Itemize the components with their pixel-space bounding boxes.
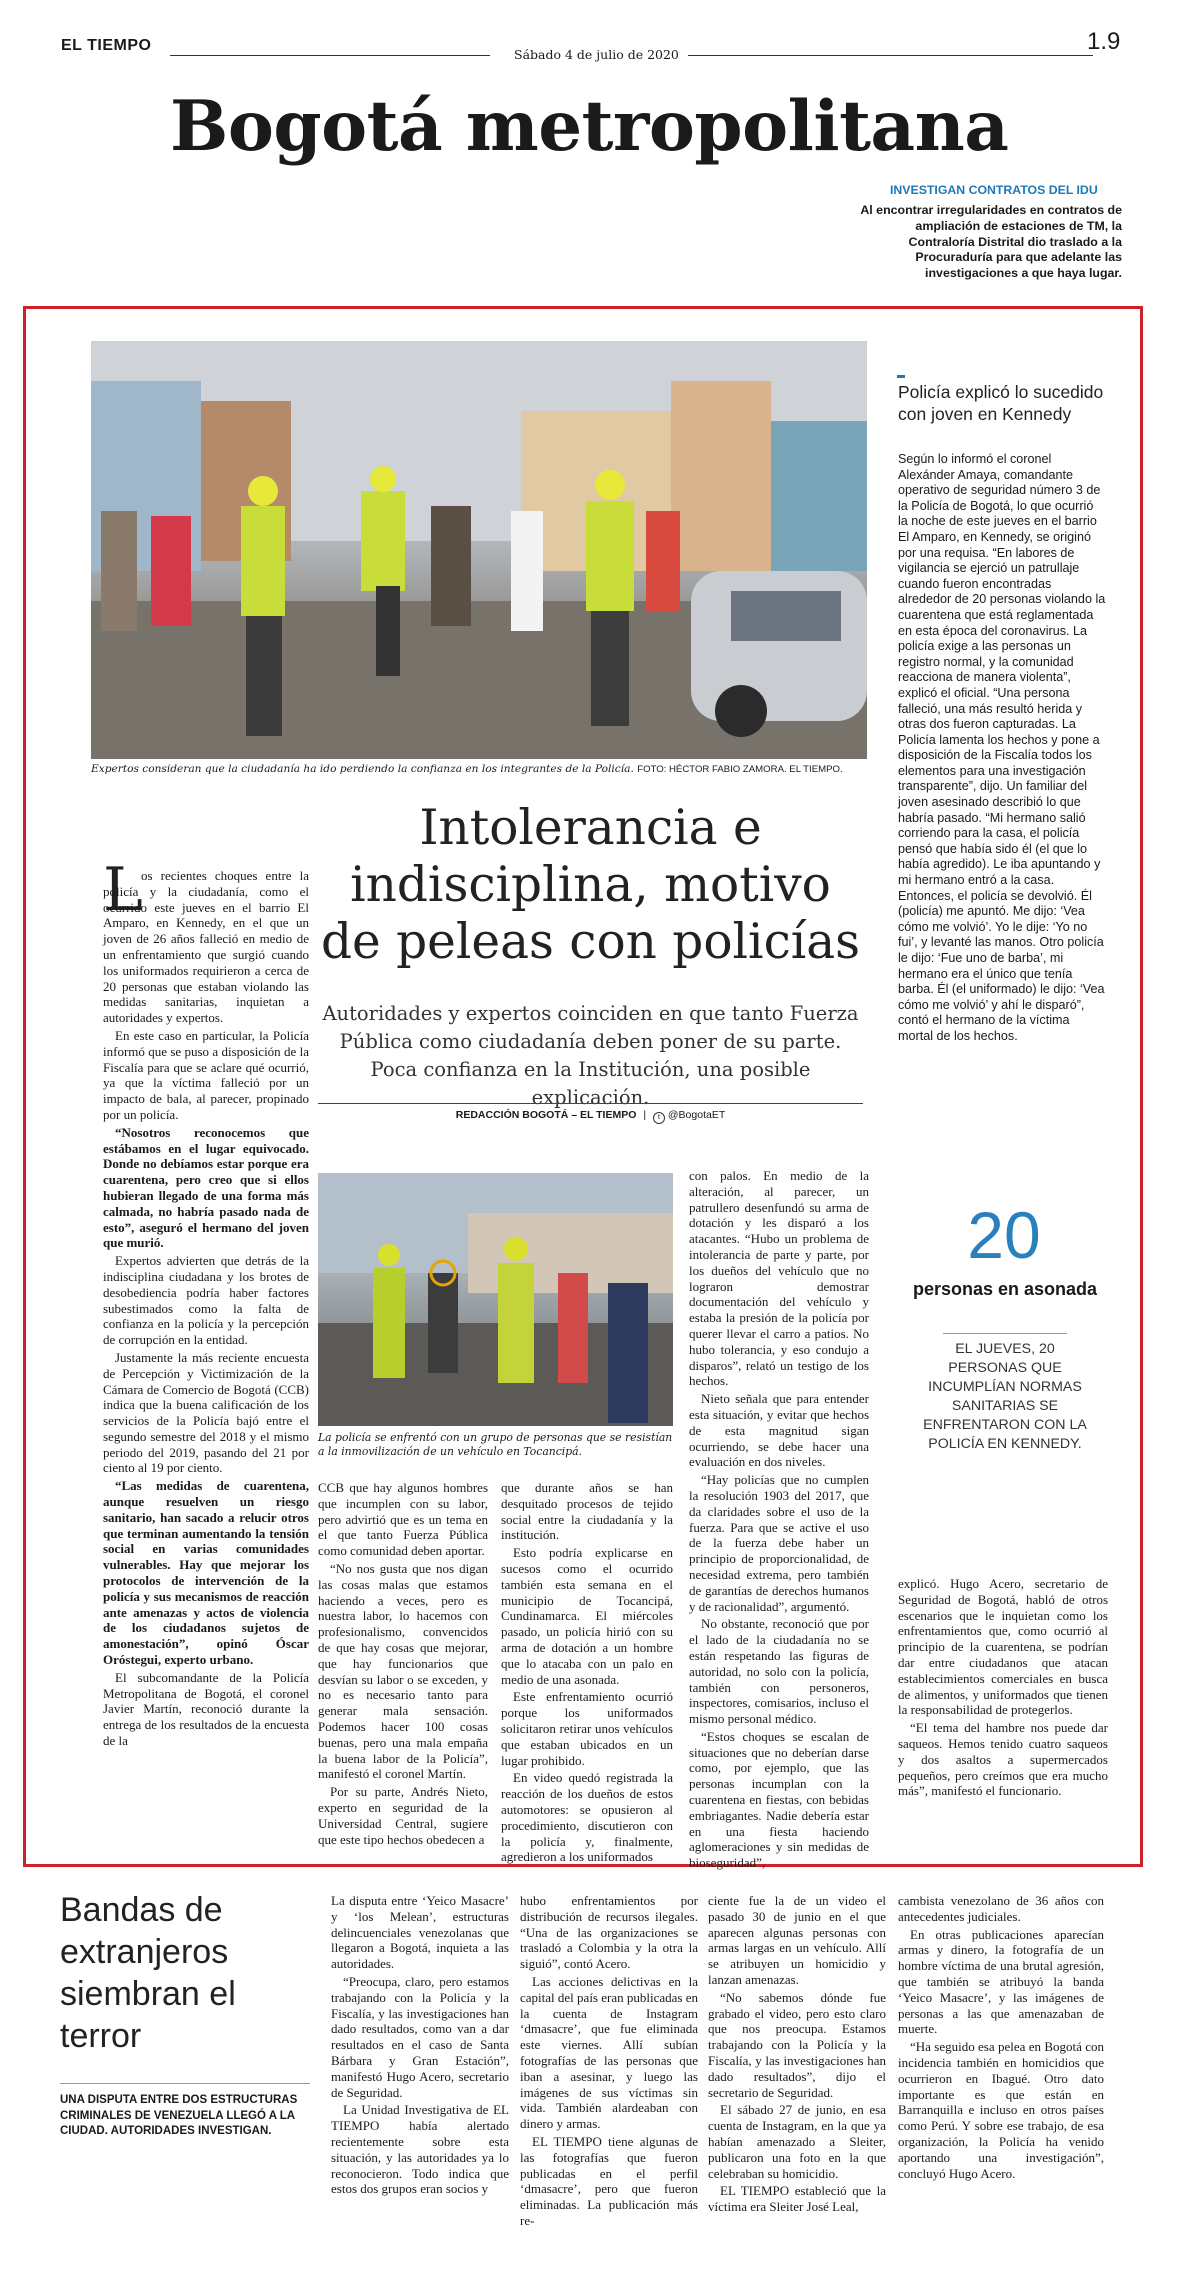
col2-p2: “No nos gusta que nos digan las cosas malas que estamos haciendo a veces, pero es nuestra labor, lo hacemos con profesionalismo, convencidos de que hay cosas que mejorar, que hay funcionarios que desvían su labor o se exceden, y no es necesario tanto para generar mala sensación. Podemos hacer 100 cosas buenas, pero una mala empaña la buena labor de la Policía”, manifestó el coronel Martín.	[318, 1560, 488, 1782]
main-column-5	[898, 1576, 1108, 1858]
main-column-1	[103, 868, 309, 1858]
second-summary: UNA DISPUTA ENTRE DOS ESTRUCTURAS CRIMINALES DE VENEZUELA LLEGÓ A LA CIUDAD. AUTORIDADES INVESTIGAN.	[60, 2094, 298, 2137]
col4-p1: con palos. En medio de la alteración, al parecer, un patrullero desenfundó su arma de dotación y les disparó a los atacantes. “Hubo un problema de intolerancia de parte y parte, por los dueños del vehículo que no lograron demostrar documentación del vehículo y estaba la presión de la policía por querer llevar el carro a patios. No hubo tolerancia, y eso condujo a disparos”, relató un testigo de los hechos.	[689, 1168, 869, 1389]
col2-p3: Por su parte, Andrés Nieto, experto en seguridad de la Universidad Central, sugiere que este tipo hechos obedecen a	[318, 1784, 488, 1847]
second-headline: Bandas de extranjeros siembran el terror	[60, 1891, 236, 2055]
secondary-photo-caption: La policía se enfrentó con un grupo de personas que se resistían a la inmovilización de un vehículo en Tocancipá.	[318, 1431, 673, 1458]
second-col2-p1: hubo enfrentamientos por distribución de recursos ilegales. “Una de las organizaciones se trasladó a Colombia y la otra la siguió”, contó Acero.	[520, 1893, 698, 1972]
byline-author: REDACCIÓN BOGOTÁ – EL TIEMPO	[455, 1109, 637, 1121]
col1-p4: Expertos advierten que detrás de la indisciplina ciudadana y los brotes de desobediencia podría haber factores subestimados como la falta de confianza en la policía y la percepción de corrupción en la entidad.	[103, 1253, 309, 1348]
second-col4-p1: cambista venezolano de 36 años con antecedentes judiciales.	[898, 1893, 1104, 1924]
header-rule-left	[170, 55, 490, 56]
col1-p2: En este caso en particular, la Policía informó que se puso a disposición de la Fiscalía para que se aclare qué ocurrió, ya que la víctima falleció por un impacto de bala, al parecer, propinado por un policía.	[103, 1027, 309, 1122]
byline-rule	[318, 1103, 863, 1104]
stat-label: personas en asonada	[912, 1279, 1098, 1299]
main-photo	[91, 341, 867, 759]
second-col2-p3: EL TIEMPO tiene algunas de las fotografías que fueron publicadas en el perfil ‘dmasacre’, pero que fueron eliminadas. La publicación más re-	[520, 2133, 698, 2228]
secondary-photo	[318, 1173, 673, 1426]
col1-p7: El subcomandante de la Policía Metropolitana de Bogotá, el coronel Javier Martín, reconoció durante la entrega de los resultados de la encuesta de la	[103, 1669, 309, 1749]
col4-p2: Nieto señala que para entender esta situación, y evitar que hechos de esta magnitud sigan ocurriendo, se debe hacer una evaluación en dos niveles.	[689, 1391, 869, 1470]
col4-p4: No obstante, reconoció que por el lado de la ciudadanía no se están respetando las figuras de autoridad, no solo con la policía, también con personeros, inspectores, comisarios, incluso el mismo personal médico.	[689, 1616, 869, 1727]
header-date: Sábado 4 de julio de 2020	[514, 47, 679, 62]
sidebar-top-rule	[897, 375, 905, 378]
second-col4-p2: En otras publicaciones aparecían armas y dinero, la fotografía de un hombre víctima de una brutal agresión, que también se atribuyó la banda ‘Yeico Masacre’, y las imágenes de personas a las que amenazaban de muerte.	[898, 1926, 1104, 2037]
sidebar-body: Según lo informó el coronel Alexánder Amaya, comandante operativo de seguridad número 3 de la Policía de Bogotá, lo que ocurrió la noche de este jueves en el barrio El Amparo, en Kennedy, se originó por una requisa. “En labores de vigilancia se ejerció un patrullaje cuando fueron encontradas alrededor de 20 personas violando la cuarentena que está reglamentada en esta época del coronavirus. La policía exige a las personas un registro normal, y la comunidad reacciona de manera violenta”, explicó el oficial. “Una persona falleció, una más resultó herida y otras dos fueron capturadas. La Policía lamenta los hechos y pone a disposición de la Fiscalía todos los elementos para una investigación transparente”, dijo. Un familiar del joven asesinado describió lo que habría pasado. “Mi hermano salió corriendo para la casa, el policía pensó que había sido él (el que lo había agredido). Le iba apuntando y mi hermano entró a la casa. Entonces, el policía se devolvió. Él (policía) me apuntó. Me dijo: ‘Vea cómo me volvió’. Yo le dije: ‘Yo no fui’, y levanté las manos. Otro policía le dijo: ‘Fue uno de barba’, mi hermano era el único que tenía barba. Él (el uniformado) le dijo: ‘Vea cómo me volvió’ y ahí le disparó”, contó el hermano de la víctima mortal de los hechos.	[898, 452, 1106, 1043]
brand-logo: EL TIEMPO	[61, 37, 152, 54]
second-column-3	[708, 1893, 886, 2263]
stat-text: EL JUEVES, 20 PERSONAS QUE INCUMPLÍAN NORMAS SANITARIAS SE ENFRENTARON CON LA POLICÍA EN KENNEDY.	[923, 1341, 1087, 1452]
teaser-text: Al encontrar irregularidades en contratos de ampliación de estaciones de TM, la Contraloría Distrital dio traslado a la Procuraduría para que adelante las investigaciones a que haya lugar.	[860, 203, 1122, 281]
byline	[318, 1109, 863, 1124]
page-number: 1.9	[1087, 28, 1121, 55]
col3-p4: En video quedó registrada la reacción de los dueños de estos automotores: se opusieron al procedimiento, discutieron con la policía y, finalmente, agredieron a los uniformados	[501, 1770, 673, 1865]
second-col2-p2: Las acciones delictivas en la capital del país eran publicadas en la cuenta de Instagram ‘dmasacre’, que fue eliminada este viernes. Allí subían fotografías de las personas que iban a asesinar, y luego las imágenes de sus víctimas sin vida. También alardeaban con dinero y armas.	[520, 1973, 698, 2132]
second-col1-p2: “Preocupa, claro, pero estamos trabajando con la Policía y la Fiscalía, y las investigaciones han dado resultados, como van a dar resultados en el caso de Santa Bárbara y Gran Estación”, manifestó Hugo Acero, secretario de Seguridad.	[331, 1973, 509, 2100]
second-column-1	[331, 1893, 509, 2263]
twitter-icon: t	[653, 1112, 665, 1124]
confrontation-illustration	[318, 1173, 673, 1426]
main-deck: Autoridades y expertos coinciden en que tanto Fuerza Pública como ciudadanía deben poner de su parte. Poca confianza en la Institución, una posible explicación.	[322, 1002, 859, 1109]
sidebar-title: Policía explicó lo sucedido con joven en Kennedy	[898, 382, 1104, 424]
stat-rule	[943, 1333, 1067, 1334]
teaser-kicker: INVESTIGAN CONTRATOS DEL IDU	[890, 183, 1098, 197]
col3-p3: Este enfrentamiento ocurrió porque los uniformados solicitaron retirar unos vehículos que estaban ubicados en un lugar prohibido.	[501, 1689, 673, 1768]
col5-p1: explicó. Hugo Acero, secretario de Seguridad de Bogotá, habló de otros escenarios que le inquietan como los enfrentamientos que, como ocurrió al principio de la cuarentena, se podrían dar entre ciudadanos que atacan establecimientos comerciales en busca de alimentos, y uniformados que tienen la responsabilidad de protegerlos.	[898, 1576, 1108, 1718]
section-title: Bogotá metropolitana	[170, 86, 1009, 167]
col5-p2: “El tema del hambre nos puede dar saqueos. Hemos tenido cuatro saqueos y dos asaltos a supermercados pequeños, pero creímos que era mucho más”, manifestó el funcionario.	[898, 1720, 1108, 1799]
drop-cap: L	[103, 855, 143, 925]
col4-p5: “Estos choques se escalan de situaciones que no deberían darse como, por ejemplo, que las personas incumplan con la cuarentena en fiestas, con bebidas embriagantes. Nadie debería estar en una fiesta haciendo aglomeraciones y sin medidas de bioseguridad”,	[689, 1728, 869, 1871]
main-column-4	[689, 1168, 869, 1871]
caption-text: Expertos consideran que la ciudadanía ha ido perdiendo la confianza en los integrantes de la Policía.	[91, 763, 634, 775]
col4-p3: “Hay policías que no cumplen la resolución 1903 del 2017, que da claridades sobre el uso de la fuerza. Para que se active el uso de la fuerza debe haber un principio de proporcionalidad, de necesidad extrema, pero también de garantías de derechos humanos y de racionalidad”, argumentó.	[689, 1472, 869, 1614]
second-column-4	[898, 1893, 1104, 2263]
second-col4-p3: “Ha seguido esa pelea en Bogotá con incidencia también en homicidios que ocurrieron en Ibagué. Otro dato importante es que están en Barranquilla e incluso en otros países como Perú. Y sobre ese trabajo, de esa organización, la Policía ha venido aportando una investigación”, concluyó Hugo Acero.	[898, 2039, 1104, 2181]
col2-p1: CCB que hay algunos hombres que incumplen con su labor, pero advirtió que es un tema en el que tanto Fuerza Pública como comunidad deben aportar.	[318, 1480, 488, 1559]
second-col3-p1: ciente fue la de un video el pasado 30 de junio en el que aparecen algunas personas con armas largas en un vehículo. Allí se atribuyen un homicidio y lanzan amenazas.	[708, 1893, 886, 1987]
second-col3-p4: EL TIEMPO estableció que la víctima era Sleiter José Leal,	[708, 2183, 886, 2215]
twitter-handle: @BogotaET	[667, 1109, 726, 1121]
header-rule-right	[688, 55, 1093, 56]
col1-p3: “Nosotros reconocemos que estábamos en el lugar equivocado. Donde no debíamos estar porque era cuarentena, pero creo que si ellos hubieran llegado de una forma más calmada, no habría pasado nada de esto”, aseguró el hermano del joven que murió.	[103, 1124, 309, 1251]
col1-p5: Justamente la más reciente encuesta de Percepción y Victimización de la Cámara de Comercio de Bogotá (CCB) indica que la buena calificación de los servicios de la Policía bajó entre el segundo semestre del 2018 y el mismo periodo del 2019, pasando del 21 por ciento al 19 por ciento.	[103, 1349, 309, 1476]
photo-credit: FOTO: HÉCTOR FABIO ZAMORA. EL TIEMPO.	[637, 764, 843, 775]
main-photo-caption	[91, 763, 867, 775]
col1-lead: os recientes choques entre la policía y la ciudadanía, como el ocurrido este jueves en el barrio El Amparo, en Kennedy, en el que un joven de 26 años falleció en medio de un enfrentamiento que surgió cuando los uniformados requirieron a cerca de 20 personas que estaban violando las medidas sanitarias, inquietan a autoridades y expertos.	[103, 868, 309, 1026]
col3-p1: que durante años se han desquitado procesos de tejido social entre la ciudadanía y la institución.	[501, 1480, 673, 1543]
second-col3-p3: El sábado 27 de junio, en esa cuenta de Instagram, en la que ya habían amenazado a Sleiter, publicaron una foto en la que celebraban su homicidio.	[708, 2102, 886, 2181]
col1-p6: “Las medidas de cuarentena, aunque resuelven un riesgo sanitario, han sacado a relucir otros que terminan aumentando la tensión social en varias comunidades vulnerables. Hay que mejorar los protocolos de intervención de la policía y sus mecanismos de reacción ante amenazas y actos de violencia de los ciudadanos sujetos de amonestación”, opinó Óscar Oróstegui, experto urbano.	[103, 1478, 309, 1668]
byline-separator: |	[643, 1109, 647, 1121]
second-col1-p3: La Unidad Investigativa de EL TIEMPO había alertado recientemente sobre esta situación, y las autoridades ya lo reconocieron. Todo indica que estos dos grupos eran socios y	[331, 2102, 509, 2197]
col3-p2: Esto podría explicarse en sucesos como el ocurrido también esta semana en el municipio de Tocancipá, Cundinamarca. El miércoles pasado, un policía hirió con su arma de dotación a un hombre que lo atacaba con un palo en medio de una asonada.	[501, 1545, 673, 1687]
second-col3-p2: “No sabemos dónde fue grabado el video, pero esto claro que nos preocupa. Estamos trabajando con la Policía y la Fiscalía, y las investigaciones han dado resultados”, dijo el secretario de Seguridad.	[708, 1989, 886, 2100]
second-summary-rule	[60, 2083, 310, 2084]
second-column-2	[520, 1893, 698, 2263]
second-col1-p1: La disputa entre ‘Yeico Masacre’ y ‘los Melean’, estructuras delincuenciales venezolanas que llegaron a Bogotá, inquieta a las autoridades.	[331, 1893, 509, 1972]
street-scene-illustration	[91, 341, 867, 759]
stat-number: 20	[967, 1198, 1041, 1272]
main-column-3	[501, 1480, 673, 1865]
main-column-2	[318, 1480, 488, 1858]
main-headline: Intolerancia e indisciplina, motivo de peleas con policías	[320, 800, 861, 970]
